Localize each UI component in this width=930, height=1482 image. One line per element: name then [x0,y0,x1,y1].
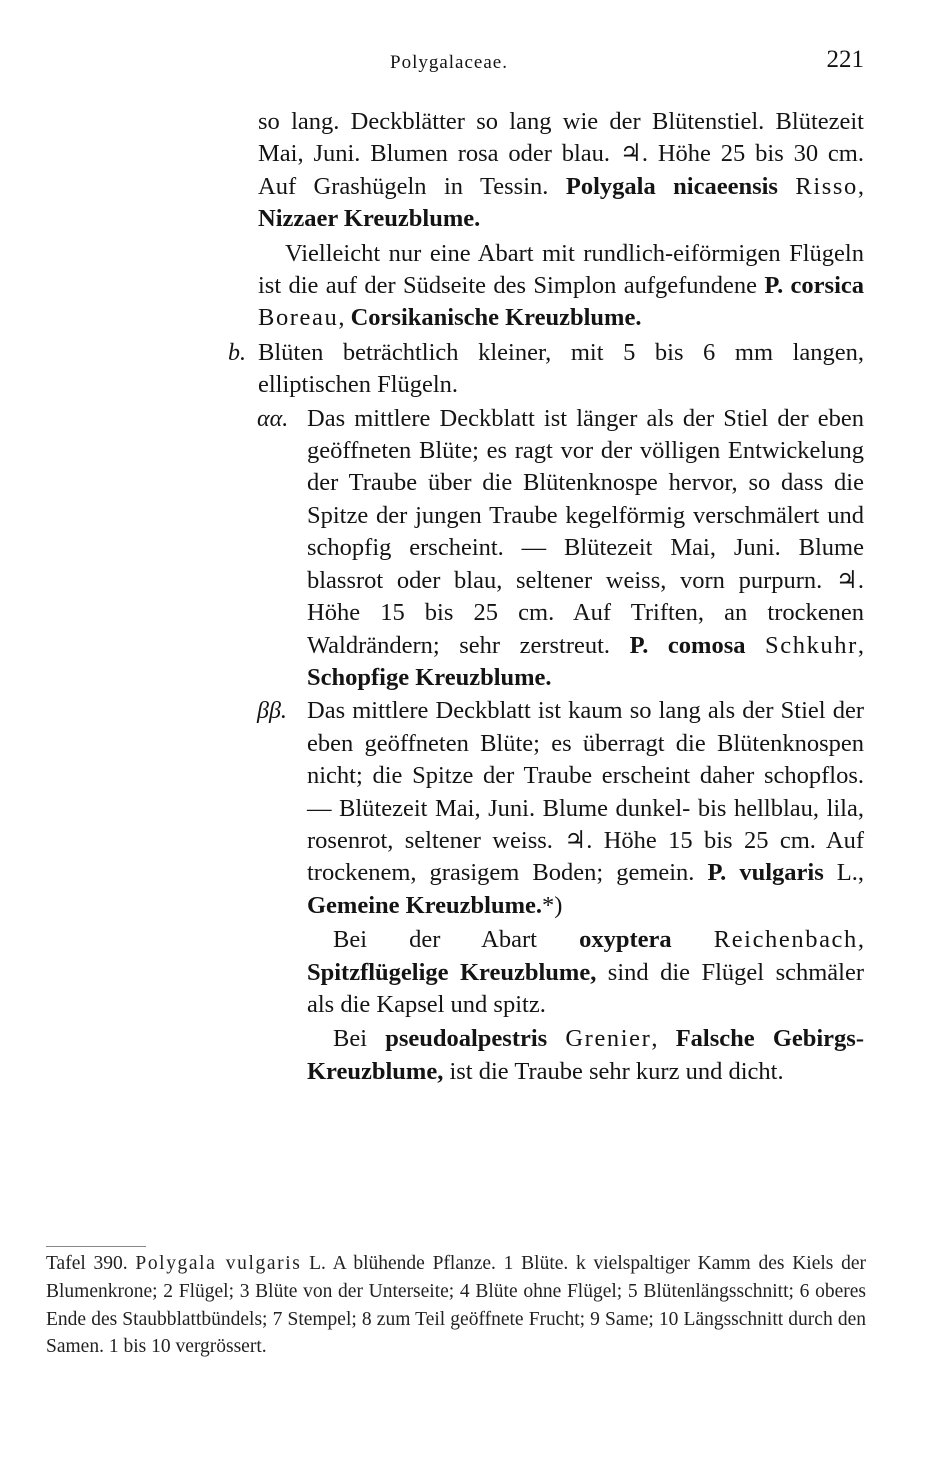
footnote-divider [46,1246,146,1247]
species-name: P. corsica [764,272,864,300]
key-item-b [228,337,865,1088]
variety-name: oxyptera [579,926,672,954]
common-name: Spitzflügelige Kreuzblume, [307,958,597,986]
variety-author: Grenier [565,1025,652,1053]
variety-oxyptera [307,924,864,1021]
item-marker: b. [228,339,246,366]
item-text [307,695,864,922]
paragraph-text: Bei [333,1025,386,1053]
item-text [307,403,864,695]
paragraph-text: Bei der Abart [333,926,580,954]
main-text [228,106,865,1088]
variety-name: pseudoalpestris [385,1025,548,1053]
species-author: L. [836,859,858,887]
key-item-alpha [257,403,865,695]
item-marker: ββ. [257,698,287,725]
paragraph-corsica [258,238,864,335]
key-item-beta [257,695,864,1088]
common-name: Corsikanische Kreuzblume. [350,304,642,332]
separator: , [651,1025,676,1053]
running-head: Polygalaceae. [390,52,508,73]
paragraph-text: Das mittlere Deckblatt ist kaum so lang als der Stiel der eben geöffneten Blüte; es überragt die Blütenknospen nicht; die Spitze der Traube erscheint daher schopflos. — Blütezeit Mai, Juni. Blume dunkel- bis hellblau, lila, rosenrot, seltener weiss. ♃. Höhe 15 bis 25 cm. Auf trockenem, grasigem Boden; gemein. [307,697,864,887]
common-name: Gemeine Kreuzblume. [307,891,542,919]
species-name: P. vulgaris [707,859,824,887]
paragraph-text: Vielleicht nur eine Abart mit rundlich-eiförmigen Flügeln ist die auf der Südseite des Simplon aufgefundene [258,239,864,300]
common-name: Nizzaer Kreuzblume. [258,205,481,233]
paragraph-text: sind die Flügel schmäler als die Kapsel und spitz. [307,958,864,1018]
species-author: Schkuhr [765,631,858,659]
species-name: Polygala nicaeensis [565,172,778,200]
variety-author: Reichenbach [713,926,858,954]
species-name: P. comosa [629,631,746,659]
species-author: Risso [795,172,858,200]
page-header [0,46,930,78]
common-name: Falsche Gebirgs-Kreuzblume, [307,1025,864,1085]
page-number: 221 [826,46,864,73]
separator: , [857,926,864,954]
item-text: Blüten beträchtlich kleiner, mit 5 bis 6 mm langen, elliptischen Flügeln. [258,338,864,399]
plate-label: Tafel 390. [46,1253,128,1274]
species-author: Boreau [258,304,339,332]
separator: , [857,859,864,887]
paragraph-text: so lang. Deckblätter so lang wie der Blütenstiel. Blütezeit Mai, Juni. Blumen rosa oder blau. ♃. Höhe 25 bis 30 cm. Auf Grashügeln in Tessin. [258,108,864,200]
paragraph-text: ist die Traube sehr kurz und dicht. [443,1057,784,1085]
separator: , [857,631,865,659]
footnote-ref: *) [541,891,563,919]
separator: , [857,172,864,200]
paragraph-nicaeensis [258,106,864,236]
item-marker: αα. [257,405,289,432]
plate-text: L. A blühende Pflanze. 1 Blüte. k vielspaltiger Kamm des Kiels der Blumenkrone; 2 Flügel; 3 Blüte von der Unterseite; 4 Blüte ohne Flügel; 5 Blütenlängsschnitt; 6 oberes Ende des Staubblattbündels; 7 Stempel; 8 zum Teil geöffnete Frucht; 9 Same; 10 Längsschnitt durch den Samen. 1 bis 10 vergrössert. [46,1253,866,1358]
plate-species: Polygala vulgaris [135,1253,302,1274]
paragraph-text: Das mittlere Deckblatt ist länger als der Stiel der eben geöffneten Blüte; es ragt vor der völligen Entwickelung der Traube über die Blütenknospe hervor, so dass die Spitze der jungen Traube kegelförmig verschmälert und schopfig erscheint. — Blütezeit Mai, Juni. Blume blassrot oder blau, seltener weiss, vorn purpurn. ♃. Höhe 15 bis 25 cm. Auf Triften, an trockenen Waldrändern; sehr zerstreut. [307,404,864,659]
plate-caption [46,1250,866,1361]
separator: , [338,304,351,332]
common-name: Schopfige Kreuzblume. [307,663,552,691]
variety-pseudoalpestris [307,1023,864,1088]
